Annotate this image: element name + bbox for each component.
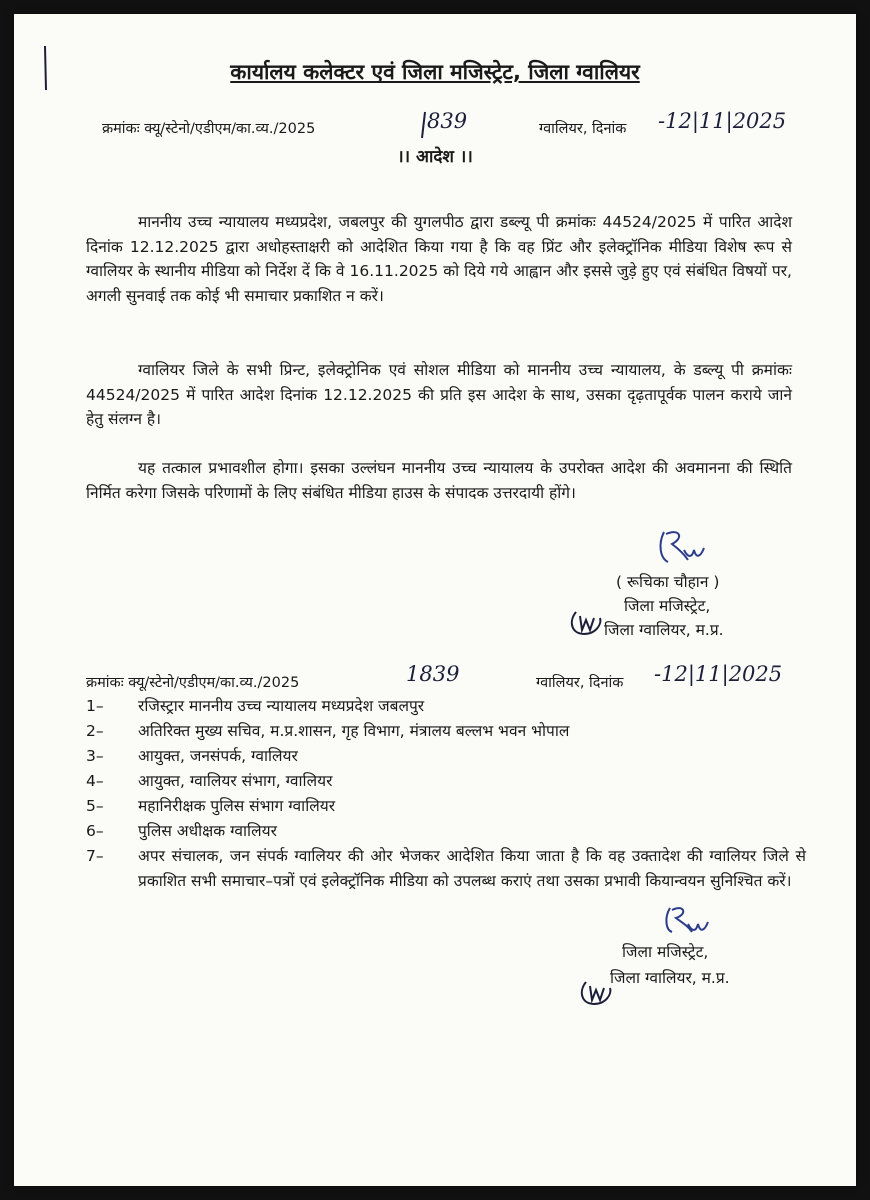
order-date-label: ग्वालियर, दिनांक — [539, 121, 627, 137]
handwritten-copy-number: 1839 — [406, 662, 460, 686]
list-item-number: 1– — [86, 697, 104, 715]
list-item — [86, 844, 806, 894]
list-item-text: आयुक्त, जनसंपर्क, ग्वालियर — [138, 747, 298, 765]
handwritten-order-number: 839 — [427, 109, 468, 133]
office-heading: कार्यालय कलेक्टर एवं जिला मजिस्ट्रेट, जिला ग्वालियर — [230, 60, 640, 84]
paragraph-2: ग्वालियर जिले के सभी प्रिन्ट, इलेक्ट्रोनिक एवं सोशल मीडिया को माननीय उच्च न्यायालय, के डब्ल्यू पी क्रमांकः 44524/2025 में पारित आदेश दिनांक 12.12.2025 की प्रति इस आदेश के साथ, उसका दृढ़तापूर्वक पालन कराये जाने हेतु संलग्न है। — [86, 361, 792, 428]
list-item — [86, 794, 806, 819]
paragraph-3: यह तत्काल प्रभावशील होगा। इसका उल्लंघन माननीय उच्च न्यायालय के उपरोक्त आदेश की अवमानना की स्थिति निर्मित करेगा जिसके परिणामों के लिए संबंधित मीडिया हाउस के संपादक उत्तरदायी होंगे। — [86, 459, 792, 502]
recipient-list — [86, 694, 806, 894]
signatory-office: जिला ग्वालियर, म.प्र. — [610, 969, 730, 987]
list-item-text: पुलिस अधीक्षक ग्वालियर — [138, 822, 277, 840]
copy-date-label: ग्वालियर, दिनांक — [536, 675, 624, 691]
list-item — [86, 719, 806, 744]
list-item-number: 2– — [86, 722, 104, 740]
handwritten-copy-date: -12|11|2025 — [654, 662, 783, 686]
signatory-name: ( रूचिका चौहान ) — [616, 573, 720, 591]
list-item-text: अतिरिक्त मुख्य सचिव, म.प्र.शासन, गृह विभाग, मंत्रालय बल्लभ भवन भोपाल — [138, 722, 570, 740]
list-item-number: 4– — [86, 772, 104, 790]
signatory-designation: जिला मजिस्ट्रेट, — [624, 597, 711, 615]
list-item — [86, 819, 806, 844]
list-item — [86, 694, 806, 719]
document-page — [14, 14, 856, 1186]
list-item-text: आयुक्त, ग्वालियर संभाग, ग्वालियर — [138, 772, 333, 790]
list-item-number: 3– — [86, 747, 104, 765]
list-item-number: 6– — [86, 822, 104, 840]
list-item — [86, 744, 806, 769]
list-item-text: अपर संचालक, जन संपर्क ग्वालियर की ओर भेजकर आदेशित किया जाता है कि वह उक्तादेश की ग्वालियर जिले से प्रकाशित सभी समाचार–पत्रों एवं इलेक्ट्रॉनिक मीडिया को उपलब्ध कराएं तथा उसका प्रभावी कियान्वयन सुनिश्चित करें। — [138, 847, 806, 890]
signature-mark — [662, 902, 712, 942]
list-item-text: रजिस्ट्रार माननीय उच्च न्यायालय मध्यप्रदेश जबलपुर — [138, 697, 425, 715]
order-title: ।। आदेश ।। — [397, 147, 473, 167]
list-item-number: 7– — [86, 847, 104, 865]
list-item-number: 5– — [86, 797, 104, 815]
list-item — [86, 769, 806, 794]
order-reference: क्रमांकः क्यू/स्टेनो/एडीएम/का.व्य./2025 — [102, 121, 316, 137]
handwritten-order-date: -12|11|2025 — [658, 109, 787, 133]
signatory-designation: जिला मजिस्ट्रेट, — [622, 943, 709, 961]
list-item-text: महानिरीक्षक पुलिस संभाग ग्वालियर — [138, 797, 336, 815]
signature-mark — [654, 524, 714, 574]
paragraph-1: माननीय उच्च न्यायालय मध्यप्रदेश, जबलपुर की युगलपीठ द्वारा डब्ल्यू पी क्रमांकः 44524/2025 में पारित आदेश दिनांक 12.12.2025 द्वारा अधोहस्ताक्षरी को आदेशित किया गया है कि वह प्रिंट और इलेक्ट्रॉनिक मीडिया विशेष रूप से ग्वालियर के स्थानीय मीडिया को निर्देश दें कि वे 16.11.2025 को दिये गये आह्वान और इससे जुड़े हुए एवं संबंधित विषयों पर, अगली सुनवाई तक कोई भी समाचार प्रकाशित न करें। — [86, 213, 792, 305]
signatory-office: जिला ग्वालियर, म.प्र. — [604, 621, 724, 639]
copy-reference: क्रमांकः क्यू/स्टेनो/एडीएम/का.व्य./2025 — [86, 675, 300, 691]
